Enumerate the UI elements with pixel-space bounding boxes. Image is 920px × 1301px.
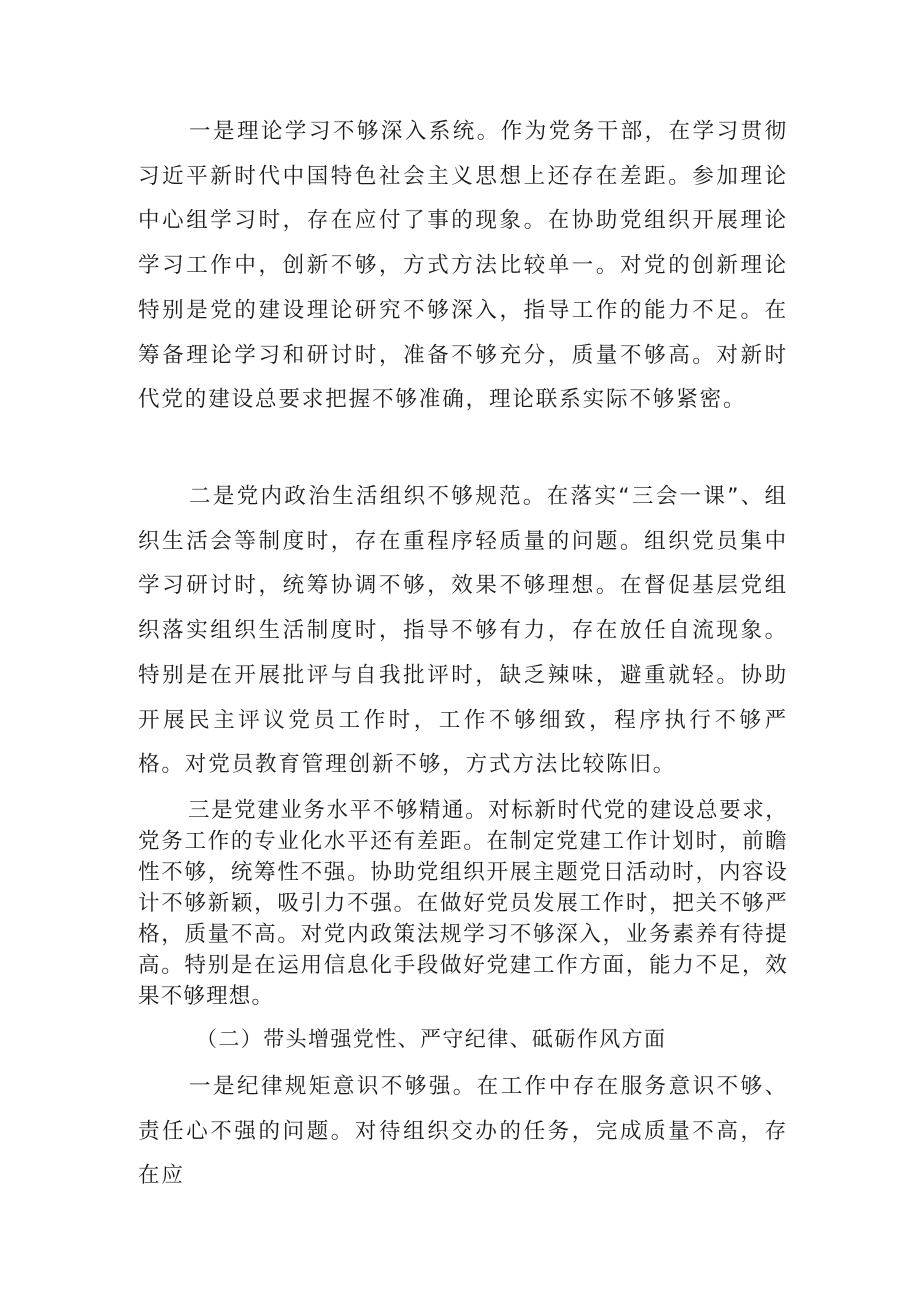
paragraph-discipline-awareness: 一是纪律规矩意识不够强。在工作中存在服务意识不够、责任心不强的问题。对待组织交办的任务，完成质量不高，存在应 <box>138 1074 788 1189</box>
section-heading: （二）带头增强党性、严守纪律、砥砺作风方面 <box>196 1027 667 1051</box>
paragraph-party-building-skills: 三是党建业务水平不够精通。对标新时代党的建设总要求，党务工作的专业化水平还有差距。在制定党建工作计划时，前瞻性不够，统筹性不强。协助党组织开展主题党日活动时，内容设计不够新颖，吸引力不强。在做好党员发展工作时，把关不够严格，质量不高。对党内政策法规学习不够深入，业务素养有待提高。特别是在运用信息化手段做好党建工作方面，能力不足，效果不够理想。 <box>138 798 788 1009</box>
paragraph-theory-study: 一是理论学习不够深入系统。作为党务干部，在学习贯彻习近平新时代中国特色社会主义思想上还存在差距。参加理论中心组学习时，存在应付了事的现象。在协助党组织开展理论学习工作中，创新不够，方式方法比较单一。对党的创新理论特别是党的建设理论研究不够深入，指导工作的能力不足。在筹备理论学习和研讨时，准备不够充分，质量不够高。对新时代党的建设总要求把握不够准确，理论联系实际不够紧密。 <box>138 119 788 413</box>
paragraph-party-political-life: 二是党内政治生活组织不够规范。在落实“三会一课”、组织生活会等制度时，存在重程序轻质量的问题。组织党员集中学习研讨时，统筹协调不够，效果不够理想。在督促基层党组织落实组织生活制度时，指导不够有力，存在放任自流现象。特别是在开展批评与自我批评时，缺乏辣味，避重就轻。协助开展民主评议党员工作时，工作不够细致，程序执行不够严格。对党员教育管理创新不够，方式方法比较陈旧。 <box>138 484 788 778</box>
